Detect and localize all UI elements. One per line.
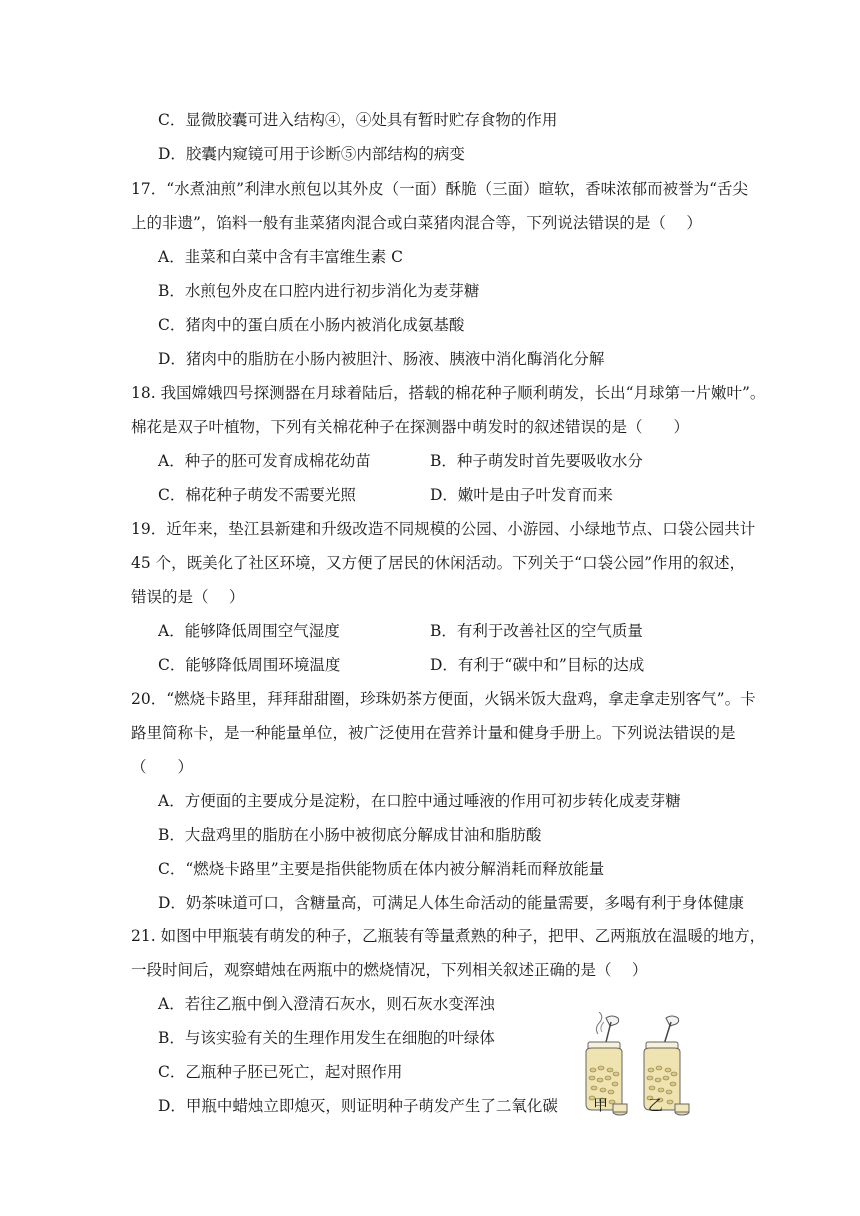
q21-option-d: D．甲瓶中蜡烛立即熄灭，则证明种子萌发产生了二氧化碳 bbox=[158, 1097, 558, 1115]
q19-stem-line3: 错误的是（ ） bbox=[131, 588, 245, 606]
q21-option-a: A．若往乙瓶中倒入澄清石灰水，则石灰水变浑浊 bbox=[158, 995, 495, 1013]
q17-stem-line1: 17．“水煮油煎”利津水煎包以其外皮（一面）酥脆（三面）暄软，香味浓郁而被誉为“舌尖 bbox=[131, 180, 748, 198]
q18-stem-line2: 棉花是双子叶植物，下列有关棉花种子在探测器中萌发时的叙述错误的是（ ） bbox=[131, 418, 690, 436]
q20-stem-line3: （ ） bbox=[131, 758, 194, 776]
q19-stem-line1: 19．近年来，垫江县新建和升级改造不同规模的公园、小游园、小绿地节点、口袋公园共计 bbox=[131, 520, 756, 538]
q18-option-b: B．种子萌发时首先要吸收水分 bbox=[430, 452, 643, 470]
q16-option-d: D．胶囊内窥镜可用于诊断⑤内部结构的病变 bbox=[158, 145, 465, 163]
q20-option-d: D．奶茶味道可口，含糖量高，可满足人体生命活动的能量需要，多喝有利于身体健康 bbox=[158, 894, 744, 912]
q19-option-a: A．能够降低周围空气湿度 bbox=[158, 622, 340, 640]
q19-option-d: D．有利于“碳中和”目标的达成 bbox=[430, 656, 645, 674]
q20-stem-line2: 路里简称卡，是一种能量单位，被广泛使用在营养计量和健身手册上。下列说法错误的是 bbox=[131, 724, 736, 742]
q16-option-c: C．显微胶囊可进入结构④，④处具有暂时贮存食物的作用 bbox=[158, 111, 558, 129]
q19-stem-line2: 45 个，既美化了社区环境，又方便了居民的休闲活动。下列关于“口袋公园”作用的叙述， bbox=[131, 554, 746, 572]
q20-option-a: A．方便面的主要成分是淀粉，在口腔中通过唾液的作用可初步转化成麦芽糖 bbox=[158, 792, 681, 810]
figure-label-yi: 乙 bbox=[648, 1096, 664, 1114]
q17-option-c: C．猪肉中的蛋白质在小肠内被消化成氨基酸 bbox=[158, 316, 465, 334]
q17-option-a: A．韭菜和白菜中含有丰富维生素 C bbox=[158, 248, 403, 266]
q21-stem-line1: 21. 如图中甲瓶装有萌发的种子，乙瓶装有等量煮熟的种子，把甲、乙两瓶放在温暖的地方， bbox=[131, 927, 766, 945]
figure-label-jia: 甲 bbox=[593, 1096, 609, 1114]
q17-option-d: D．猪肉中的脂肪在小肠内被胆汁、肠液、胰液中消化酶消化分解 bbox=[158, 350, 605, 368]
q20-option-c: C．“燃烧卡路里”主要是指供能物质在体内被分解消耗而释放能量 bbox=[158, 860, 605, 878]
q20-stem-line1: 20．“燃烧卡路里，拜拜甜甜圈，珍珠奶茶方便面，火锅米饭大盘鸡，拿走拿走别客气”。卡 bbox=[131, 690, 756, 708]
q20-option-b: B．大盘鸡里的脂肪在小肠中被彻底分解成甘油和脂肪酸 bbox=[158, 826, 542, 844]
q17-stem-line2: 上的非遗”，馅料一般有韭菜猪肉混合或白菜猪肉混合等，下列说法错误的是（ ） bbox=[131, 214, 702, 232]
q21-option-c: C．乙瓶种子胚已死亡，起对照作用 bbox=[158, 1063, 403, 1081]
q17-option-b: B．水煎包外皮在口腔内进行初步消化为麦芽糖 bbox=[158, 282, 480, 300]
q18-option-d: D．嫩叶是由子叶发育而来 bbox=[430, 486, 613, 504]
q19-option-b: B．有利于改善社区的空气质量 bbox=[430, 622, 643, 640]
q18-option-c: C．棉花种子萌发不需要光照 bbox=[158, 486, 356, 504]
q18-option-a: A．种子的胚可发育成棉花幼苗 bbox=[158, 452, 371, 470]
q21-stem-line2: 一段时间后，观察蜡烛在两瓶中的燃烧情况，下列相关叙述正确的是（ ） bbox=[131, 961, 648, 979]
q21-option-b: B．与该实验有关的生理作用发生在细胞的叶绿体 bbox=[158, 1029, 495, 1047]
q19-option-c: C．能够降低周围环境温度 bbox=[158, 656, 341, 674]
q18-stem-line1: 18. 我国嫦娥四号探测器在月球着陆后，搭载的棉花种子顺利萌发，长出“月球第一片嫩叶”。 bbox=[131, 384, 766, 402]
